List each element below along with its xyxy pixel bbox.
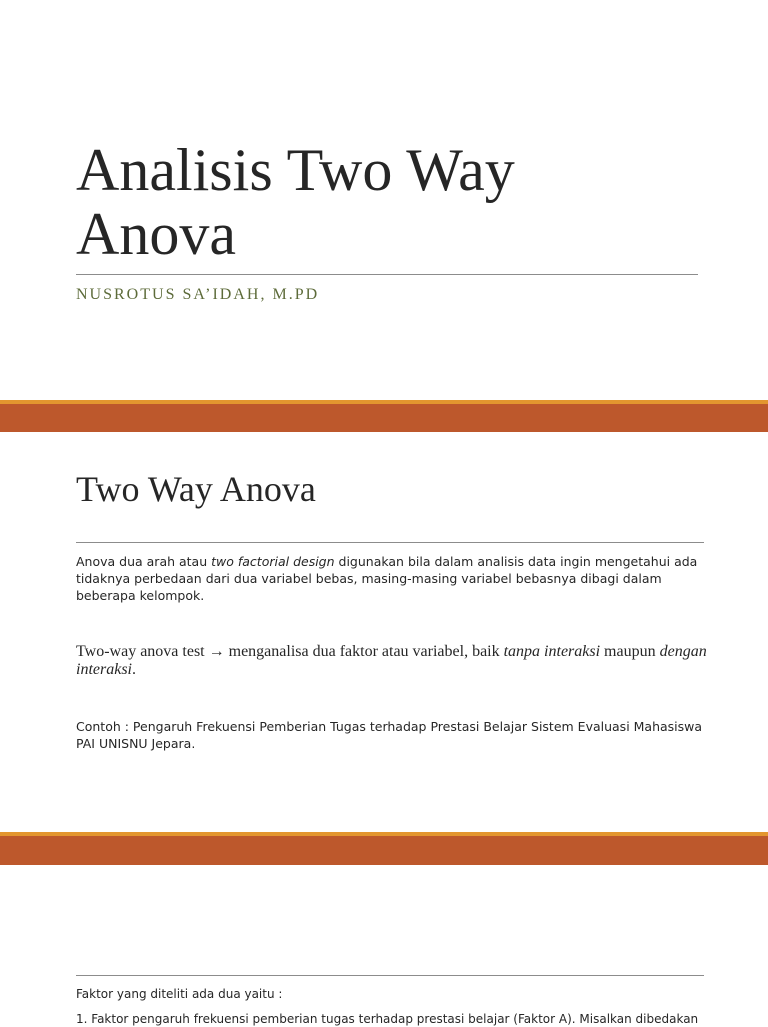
slide-3-factor-a: 1. Faktor pengaruh frekuensi pemberian tugas terhadap prestasi belajar (Faktor A). Misalkan dibedakan bbox=[76, 1012, 699, 1026]
slide-divider-2 bbox=[0, 832, 768, 865]
slide-2-example: Contoh : Pengaruh Frekuensi Pemberian Tugas terhadap Prestasi Belajar Sistem Evaluasi Mahasiswa PAI UNISNU Jepara. bbox=[76, 719, 703, 751]
slide-2-title-rule bbox=[76, 542, 704, 543]
slide-1-title bbox=[76, 138, 716, 266]
slide-divider-1 bbox=[0, 400, 768, 432]
test-text-a: Two-way anova test → menganalisa dua faktor atau variabel, baik bbox=[76, 643, 504, 660]
slide-2-test-description bbox=[76, 643, 708, 679]
test-italic-with-interaction: dengan interaksi bbox=[76, 643, 707, 678]
slide-1-title-line-2: Anova bbox=[76, 201, 236, 267]
definition-italic-term: two factorial design bbox=[211, 554, 335, 569]
definition-text-a: Anova dua arah atau bbox=[76, 554, 212, 569]
slide-1-author: NUSROTUS SA’IDAH, M.PD bbox=[76, 286, 320, 303]
test-italic-without-interaction: tanpa interaksi bbox=[503, 643, 601, 660]
definition-text-b: digunakan bila dalam analisis data ingin mengetahui ada tidaknya perbedaan dari dua variabel bebas, masing-masing variabel bebasnya dibagi dalam beberapa kelompok. bbox=[76, 554, 698, 603]
slide-3-top-rule bbox=[76, 975, 704, 976]
slide-3-factors-intro: Faktor yang diteliti ada dua yaitu : bbox=[76, 987, 283, 1001]
slide-1 bbox=[0, 0, 768, 400]
test-text-b: maupun bbox=[600, 643, 660, 660]
slide-2-definition bbox=[76, 553, 708, 604]
slide-1-title-rule bbox=[76, 274, 698, 275]
slide-1-title-line-1: Analisis Two Way bbox=[76, 137, 515, 203]
slide-2-title: Two Way Anova bbox=[76, 469, 316, 509]
test-text-c: . bbox=[132, 661, 136, 678]
